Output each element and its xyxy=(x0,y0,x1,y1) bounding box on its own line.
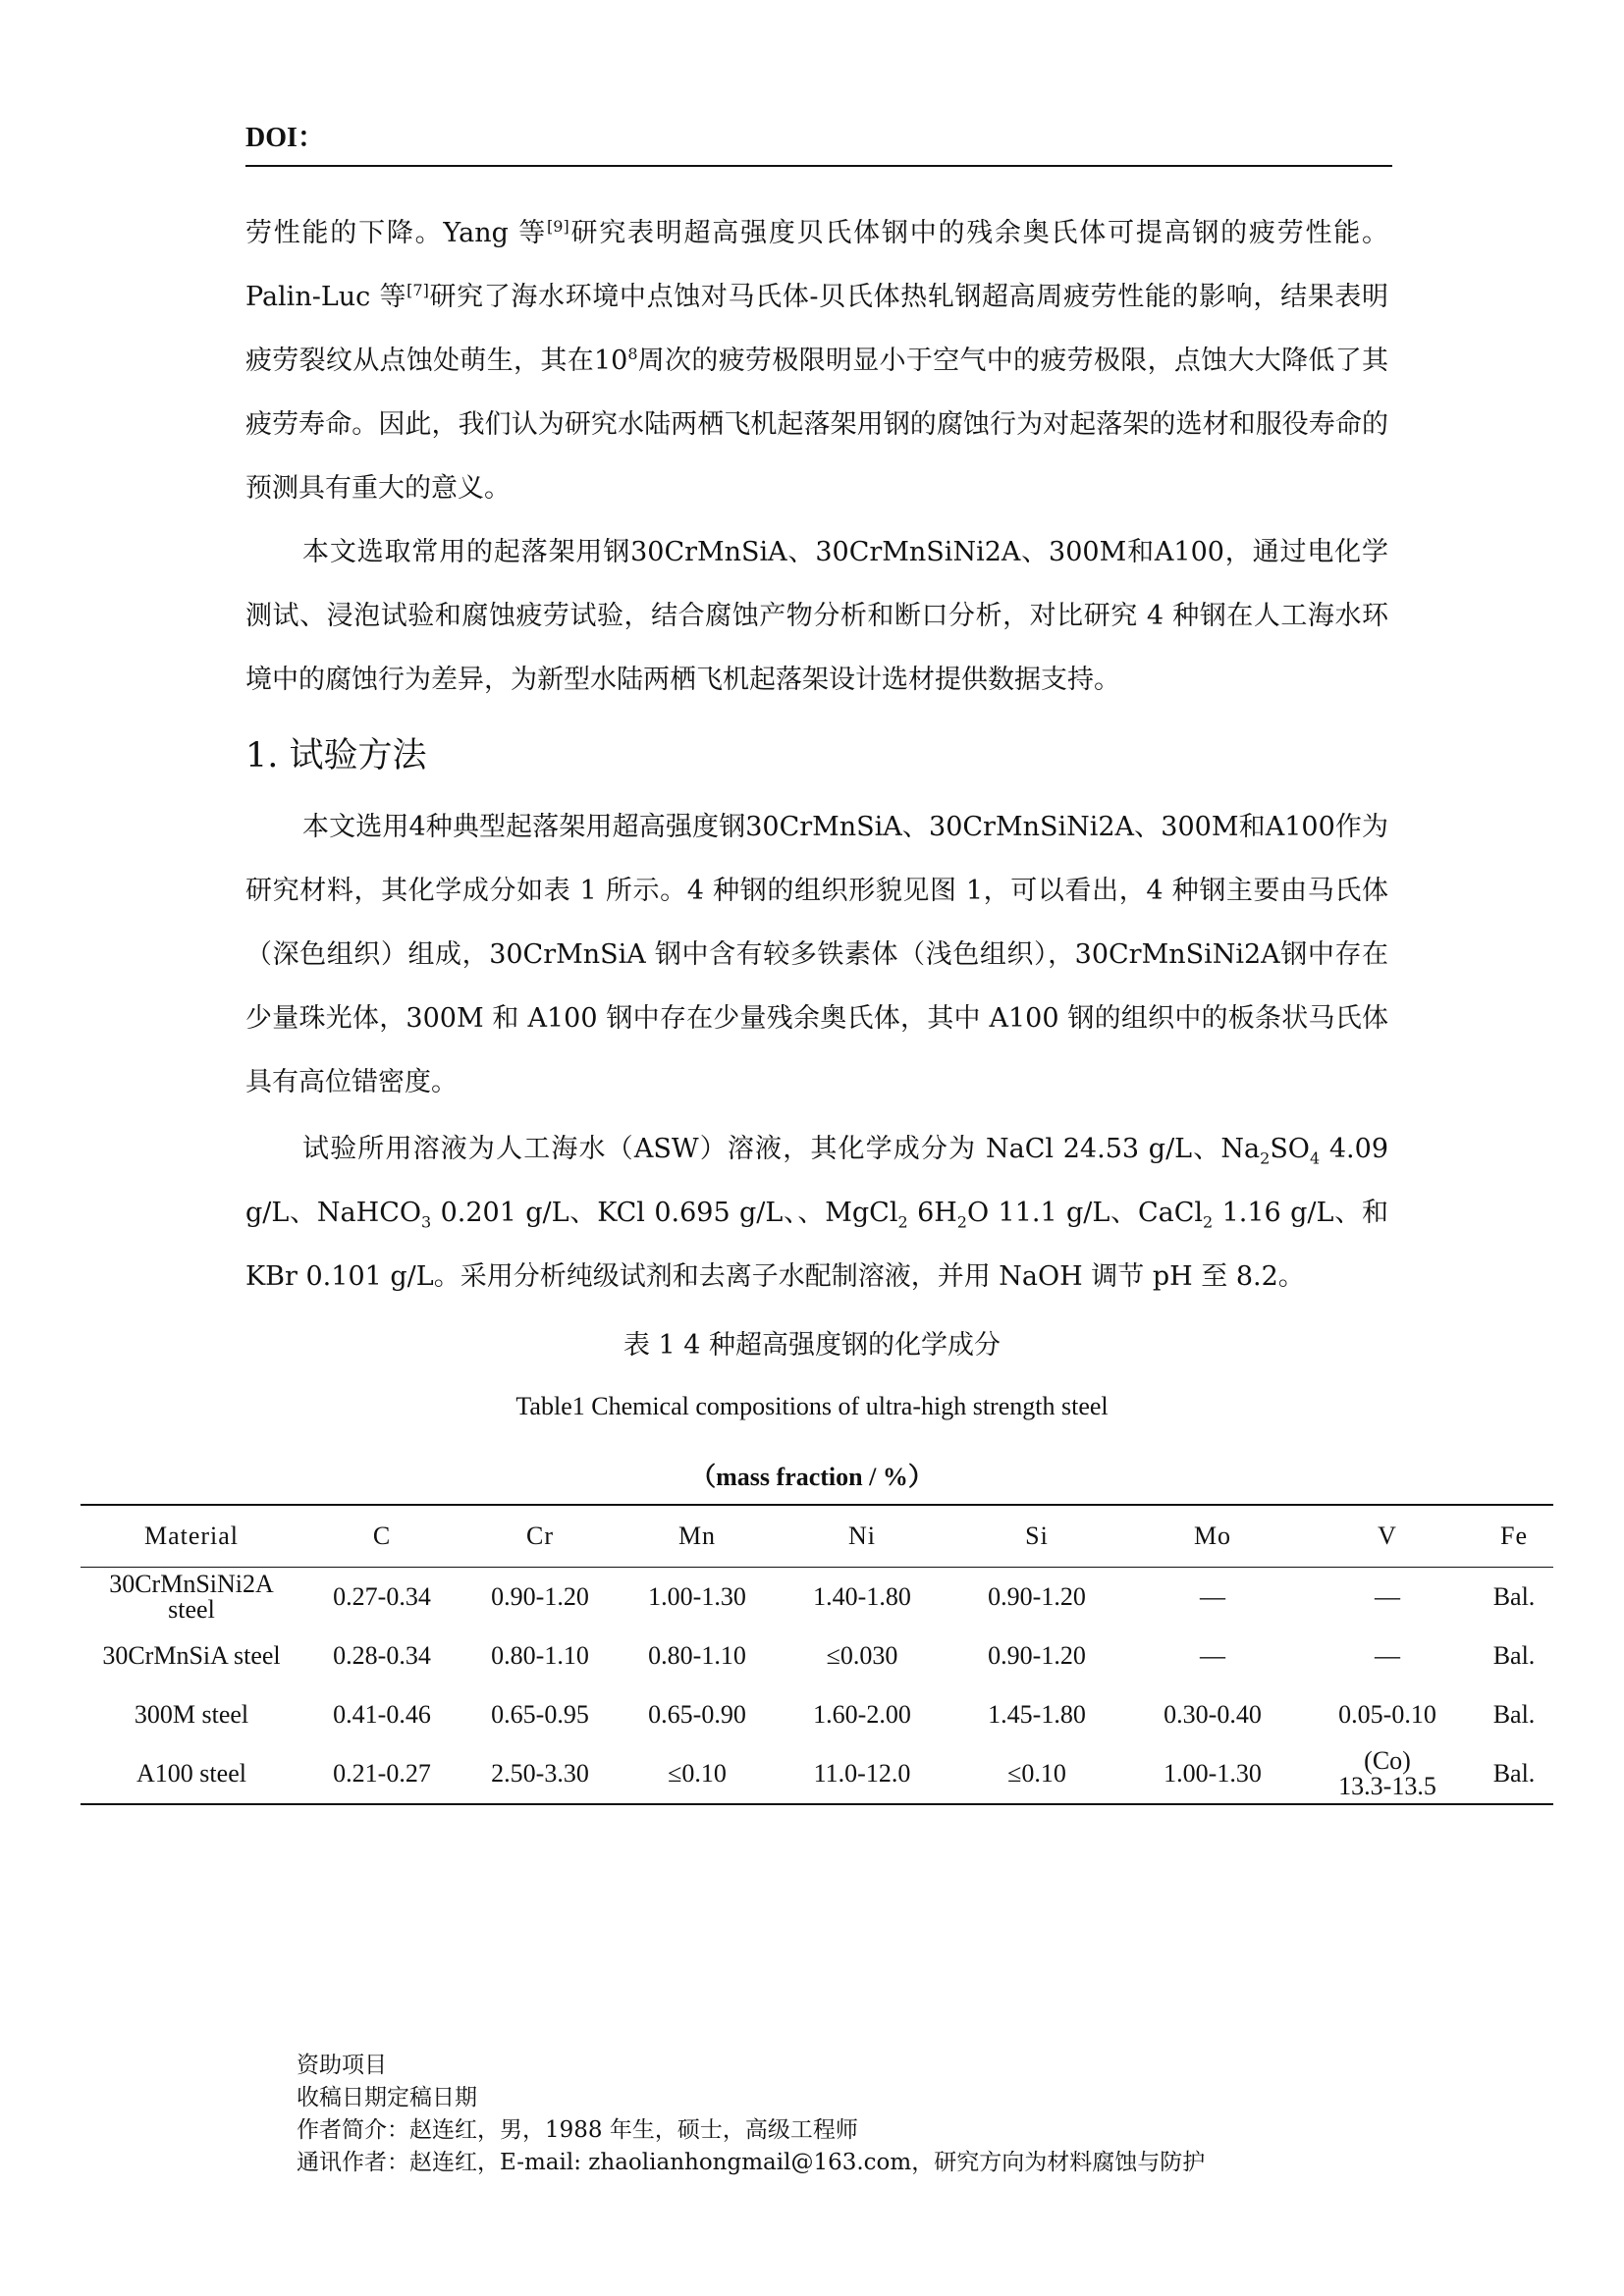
column-header: Mn xyxy=(677,1522,717,1550)
table-cell: ≤0.030 xyxy=(826,1641,898,1670)
table-row xyxy=(81,1627,1553,1685)
material-cell: 300M steel xyxy=(134,1700,249,1729)
table-cell: 1.40-1.80 xyxy=(813,1582,911,1611)
table-cell: 1.00-1.30 xyxy=(1164,1759,1262,1788)
composition-table xyxy=(81,1504,1553,1805)
column-header: Cr xyxy=(526,1522,554,1550)
column-header: Ni xyxy=(848,1522,876,1550)
table-cell: — xyxy=(1200,1641,1225,1670)
column-header: V xyxy=(1378,1522,1397,1550)
table-cell: — xyxy=(1375,1641,1400,1670)
section-title: 1. 试验方法 xyxy=(245,736,427,775)
table-cell: — xyxy=(1375,1582,1400,1611)
table-cell: 0.90-1.20 xyxy=(988,1582,1086,1611)
paragraph-4: 试验所用溶液为人工海水（ASW）溶液，其化学成分为 NaCl 24.53 g/L、$Na_2SO_4$ 4.09 g/L、NaHCO$_3$ 0.201 g/L、KCl 0.695 g/L、、MgCl$_2$ $6H_2O$ 11.1 g/L、CaCl$_2$ 1.16 g/L、和 KBr 0.101 g/L。采用分析纯级试剂和去离子水配制溶液，并用 NaOH 调节 pH 至 8.2。 xyxy=(245,1134,1389,1292)
table-cell: 0.80-1.10 xyxy=(648,1641,746,1670)
correspondence-note: 通讯作者：赵连红，E-mail: zhaolianhongmail@163.com，研究方向为材料腐蚀与防护 xyxy=(297,2150,1206,2175)
table-cell: Bal. xyxy=(1492,1582,1536,1611)
exponent: 8 xyxy=(627,345,638,363)
table-cell: 0.65-0.90 xyxy=(648,1700,746,1729)
table-caption-zh: 表 1 4 种超高强度钢的化学成分 xyxy=(623,1330,1001,1361)
author-bio: 作者简介：赵连红，男，1988 年生，硕士，高级工程师 xyxy=(297,2117,858,2143)
table-header-row xyxy=(81,1505,1553,1568)
table-cell: 0.30-0.40 xyxy=(1164,1700,1262,1729)
table-caption-en: Table1 Chemical compositions of ultra-high strength steel xyxy=(515,1392,1109,1420)
material-cell: A100 steel xyxy=(136,1759,246,1788)
table-cell: 1.45-1.80 xyxy=(988,1700,1086,1729)
table-row xyxy=(81,1685,1553,1744)
table-cell: 0.27-0.34 xyxy=(333,1582,431,1611)
page-footnotes xyxy=(297,2050,1205,2179)
citation-ref: [9] xyxy=(547,217,569,236)
table-cell: Bal. xyxy=(1492,1641,1536,1670)
table-unit: （mass fraction / %） xyxy=(690,1463,934,1491)
table-cell: Bal. xyxy=(1492,1759,1536,1788)
table-cell: 1.60-2.00 xyxy=(813,1700,911,1729)
table-cell: ≤0.10 xyxy=(668,1759,727,1788)
funding-note: 资助项目 xyxy=(297,2053,387,2078)
table-cell: 2.50-3.30 xyxy=(491,1759,589,1788)
column-header: Fe xyxy=(1500,1522,1528,1550)
table-cell: Bal. xyxy=(1492,1700,1536,1729)
table-cell: 0.05-0.10 xyxy=(1338,1700,1436,1729)
table-cell: (Co) 13.3-13.5 xyxy=(1338,1746,1436,1800)
paragraph-1: 劳性能的下降。Yang 等[9]研究表明超高强度贝氏体钢中的残余奥氏体可提高钢的疲劳性能。Palin-Luc 等[7]研究了海水环境中点蚀对马氏体-贝氏体热轧钢超高周疲劳性能的影响，结果表明疲劳裂纹从点蚀处萌生，其在$10^8$周次的疲劳极限明显小于空气中的疲劳极限，点蚀大大降低了其疲劳寿命。因此，我们认为研究水陆两栖飞机起落架用钢的腐蚀行为对起落架的选材和服役寿命的预测具有重大的意义。 xyxy=(245,217,1389,504)
table-cell: 0.90-1.20 xyxy=(988,1641,1086,1670)
table-cell: 0.80-1.10 xyxy=(491,1641,589,1670)
table-row xyxy=(81,1744,1553,1804)
citation-ref: [7] xyxy=(406,281,429,299)
column-header: Si xyxy=(1025,1522,1049,1550)
dates-note: 收稿日期定稿日期 xyxy=(297,2085,477,2110)
table-cell: 1.00-1.30 xyxy=(648,1582,746,1611)
paragraph-3: 本文选用4种典型起落架用超高强度钢30CrMnSiA、30CrMnSiNi2A、300M和A100作为研究材料，其化学成分如表 1 所示。4 种钢的组织形貌见图 1，可以看出，4 种钢主要由马氏体（深色组织）组成，30CrMnSiA 钢中含有较多铁素体（浅色组织），30CrMnSiNi2A钢中存在少量珠光体，300M 和 A100 钢中存在少量残余奥氏体，其中 A100 钢的组织中的板条状马氏体具有高位错密度。 xyxy=(245,812,1388,1097)
table-cell: ≤0.10 xyxy=(1007,1759,1066,1788)
column-header: Material xyxy=(143,1522,240,1550)
doi-label: DOI： xyxy=(245,123,325,153)
table-cell: 0.28-0.34 xyxy=(333,1641,431,1670)
material-cell: 30CrMnSiA steel xyxy=(102,1641,281,1670)
table-cell: 0.90-1.20 xyxy=(491,1582,589,1611)
table-cell: 0.41-0.46 xyxy=(333,1700,431,1729)
material-cell: 30CrMnSiNi2A steel xyxy=(109,1570,274,1624)
page-header xyxy=(245,116,1392,167)
column-header: C xyxy=(372,1522,392,1550)
table-cell: — xyxy=(1200,1582,1225,1611)
table-cell: 11.0-12.0 xyxy=(813,1759,911,1788)
table-cell: 0.21-0.27 xyxy=(333,1759,431,1788)
paragraph-2: 本文选取常用的起落架用钢30CrMnSiA、30CrMnSiNi2A、300M和A100，通过电化学测试、浸泡试验和腐蚀疲劳试验，结合腐蚀产物分析和断口分析，对比研究 4 种钢在人工海水环境中的腐蚀行为差异，为新型水陆两栖飞机起落架设计选材提供数据支持。 xyxy=(245,537,1388,695)
column-header: Mo xyxy=(1193,1522,1232,1550)
table-cell: 0.65-0.95 xyxy=(491,1700,589,1729)
table-row xyxy=(81,1568,1553,1628)
